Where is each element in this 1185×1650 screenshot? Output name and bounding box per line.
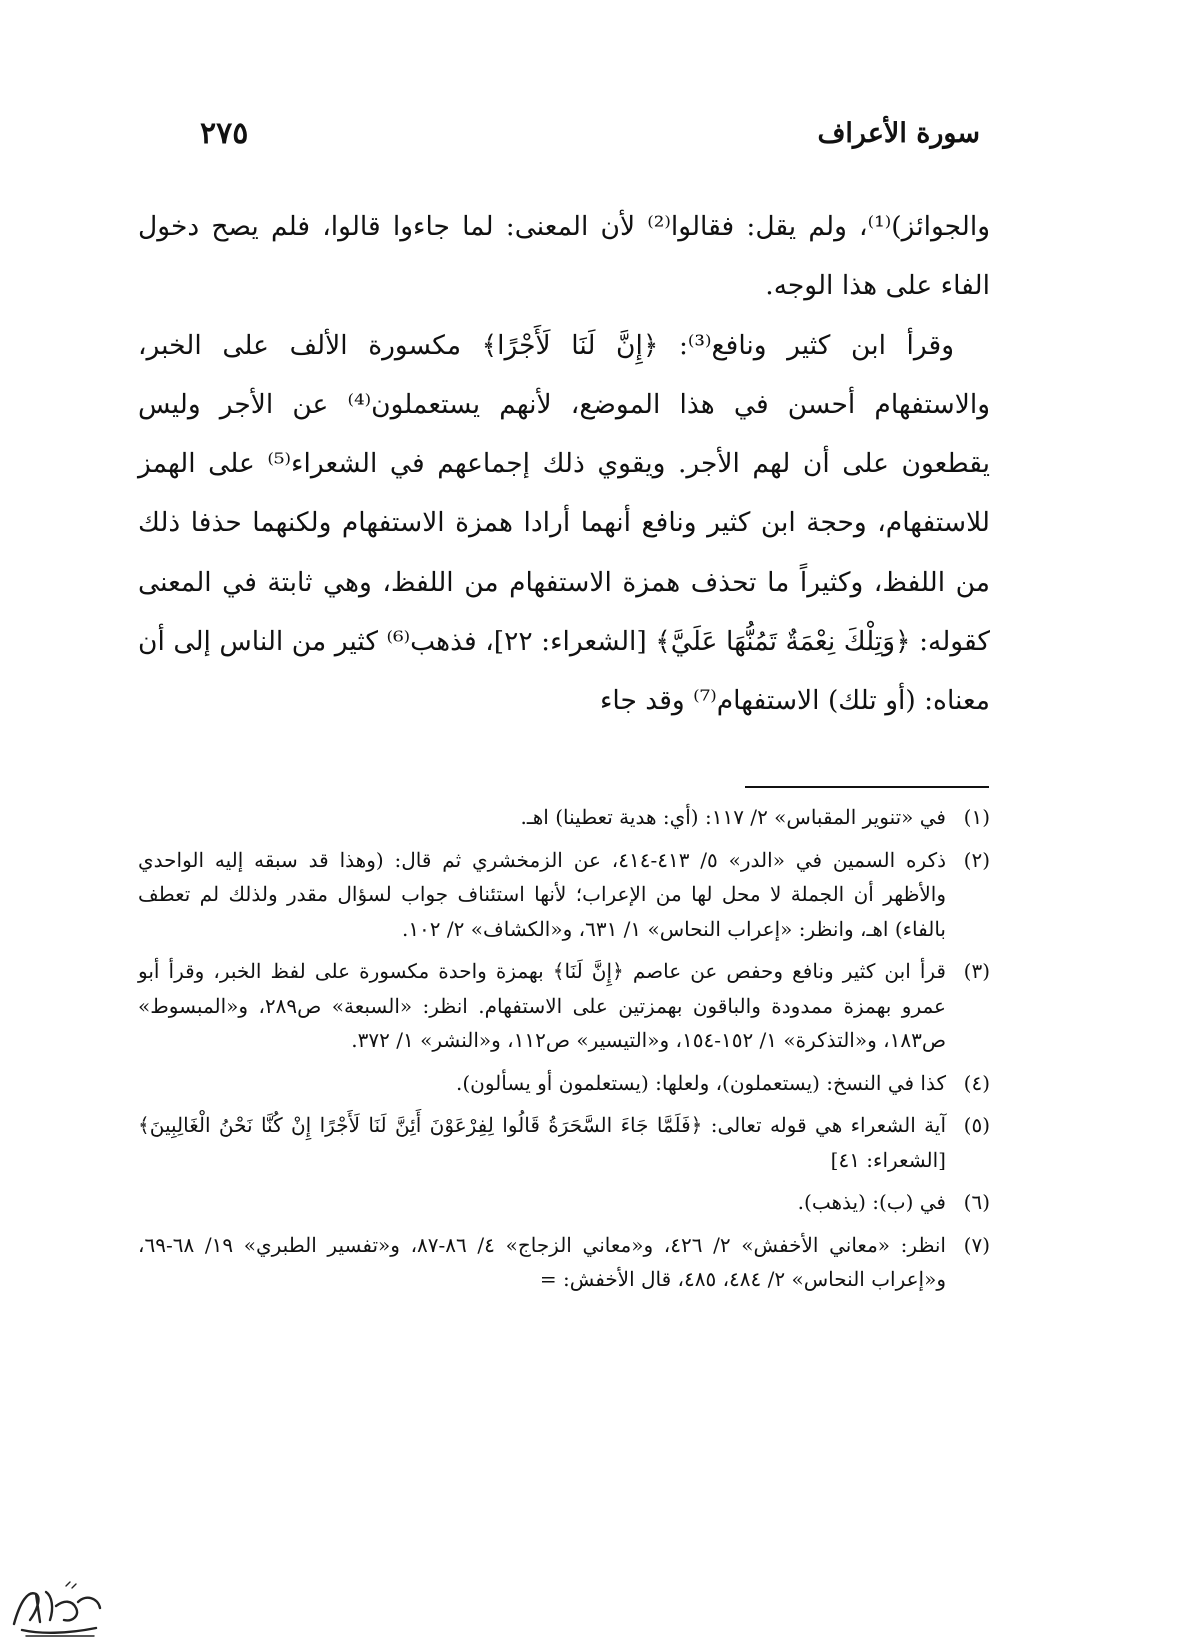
footnote-4 (138, 1066, 990, 1101)
surah-title: سورة الأعراف (817, 118, 980, 149)
footnote-number: (٦) (963, 1190, 990, 1214)
library-seal-icon (6, 1572, 106, 1642)
footnote-3 (138, 954, 990, 1058)
page-number: ٢٧٥ (200, 116, 249, 151)
footnote-number: (١) (963, 805, 990, 829)
footnote-text: في (ب): (يذهب). (797, 1190, 946, 1214)
footnote-2 (138, 843, 990, 947)
paragraph-2: وقرأ ابن كثير ونافع⁽³⁾: ﴿إِنَّ لَنَا لَأَجْرًا﴾ مكسورة الألف على الخبر، والاستفهام أحسن في هذا الموضع، لأنهم يستعملون⁽⁴⁾ عن الأجر وليس يقطعون على أن لهم الأجر. ويقوي ذلك إجماعهم في الشعراء⁽⁵⁾ على الهمز للاستفهام، وحجة ابن كثير ونافع أنهما أرادا همزة الاستفهام ولكنهما حذفا ذلك من اللفظ، وكثيراً ما تحذف همزة الاستفهام من اللفظ، وهي ثابتة في المعنى كقوله: ﴿وَتِلْكَ نِعْمَةٌ تَمُنُّهَا عَلَيَّ﴾ [الشعراء: ٢٢]، فذهب⁽⁶⁾ كثير من الناس إلى أن معناه: (أو تلك) الاستفهام⁽⁷⁾ وقد جاء (138, 329, 990, 717)
footnote-separator (745, 786, 989, 788)
footnote-text: انظر: «معاني الأخفش» ٢/ ٤٢٦، و«معاني الزجاج» ٤/ ٨٦-٨٧، و«تفسير الطبري» ١٩/ ٦٨-٦٩، و«إعراب النحاس» ٢/ ٤٨٤، ٤٨٥، قال الأخفش: = (138, 1232, 946, 1291)
footnote-text: ذكره السمين في «الدر» ٥/ ٤١٣-٤١٤، عن الزمخشري ثم قال: (وهذا قد سبقه إليه الواحدي والأظهر أن الجملة لا محل لها من الإعراب؛ لأنها استئناف جواب لسؤال مقدر ولذلك لم تعطف بالفاء) اهـ، وانظر: «إعراب النحاس» ١/ ٦٣١، و«الكشاف» ٢/ ١٠٢. (138, 847, 946, 941)
footnote-6 (138, 1185, 990, 1220)
footnote-text: آية الشعراء هي قوله تعالى: ﴿فَلَمَّا جَاءَ السَّحَرَةُ قَالُوا لِفِرْعَوْنَ أَئِنَّ لَنَا لَأَجْرًا إِنْ كُنَّا نَحْنُ الْغَالِبِينَ﴾ [الشعراء: ٤١] (138, 1113, 946, 1172)
footnote-text: في «تنوير المقباس» ٢/ ١١٧: (أي: هدية تعطينا) اهـ. (520, 805, 946, 829)
footnote-number: (٧) (963, 1232, 990, 1257)
footnote-number: (٥) (963, 1113, 990, 1137)
paragraph-1: والجوائز)⁽¹⁾، ولم يقل: فقالوا⁽²⁾ لأن المعنى: لما جاءوا قالوا، فلم يصح دخول الفاء على هذا الوجه. (138, 211, 990, 302)
main-text (138, 197, 990, 731)
footnote-number: (٣) (963, 959, 990, 983)
footnotes (138, 800, 990, 1305)
footnote-5 (138, 1108, 990, 1177)
footnote-1 (138, 800, 990, 835)
footnote-text: كذا في النسخ: (يستعملون)، ولعلها: (يستعلمون أو يسألون). (456, 1070, 946, 1095)
footnote-text: قرأ ابن كثير ونافع وحفص عن عاصم ﴿إِنَّ لَنَا﴾ بهمزة واحدة مكسورة على لفظ الخبر، وقرأ أبو عمرو بهمزة ممدودة والباقون بهمزتين على الاستفهام. انظر: «السبعة» ص٢٨٩، و«المبسوط» ص١٨٣، و«التذكرة» ١/ ١٥٢-١٥٤، و«التيسير» ص١١٢، و«النشر» ١/ ٣٧٢. (138, 959, 946, 1052)
footnote-number: (٢) (963, 847, 990, 872)
page-header (200, 118, 980, 158)
footnote-7 (138, 1228, 990, 1297)
footnote-number: (٤) (963, 1070, 990, 1095)
